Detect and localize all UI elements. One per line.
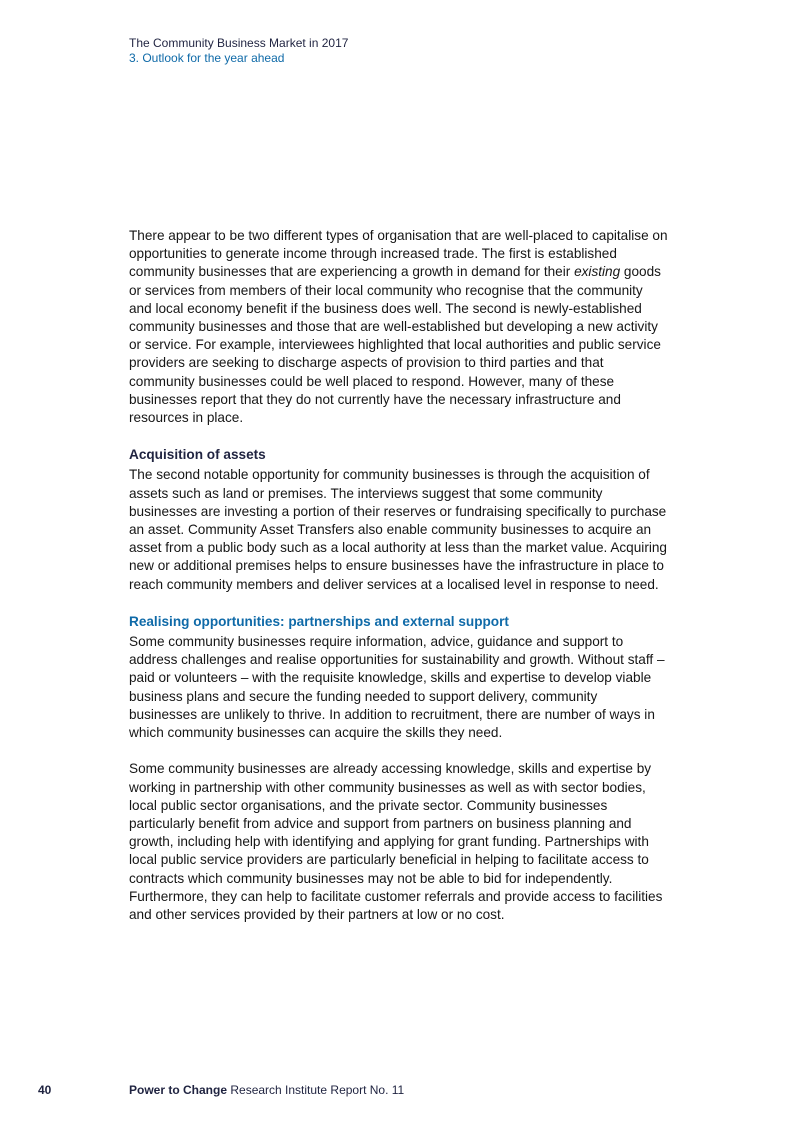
report-label: Research Institute Report No. 11 bbox=[227, 1083, 405, 1097]
section-heading-acquisition: Acquisition of assets bbox=[129, 447, 266, 463]
section-heading-realising-opportunities: Realising opportunities: partnerships and external support bbox=[129, 613, 509, 629]
report-name bbox=[129, 1082, 404, 1098]
main-content bbox=[129, 227, 669, 924]
page-number: 40 bbox=[38, 1083, 52, 1097]
intro-emphasis: existing bbox=[574, 264, 621, 280]
document-title: The Community Business Market in 2017 bbox=[129, 36, 349, 50]
section-realising-opportunities bbox=[129, 613, 669, 924]
paragraph: The second notable opportunity for community businesses is through the acquisition of assets such as land or premises. The interviews suggest that some community businesses are investing a portion of their reserves or fundraising specifically to purchase an asset. Community Asset Transfers also enable community businesses to acquire an asset from a public body such as a local authority at less than the market value. Acquiring new or additional premises helps to ensure businesses have the infrastructure in place to reach community members and deliver services at a localised level in response to need. bbox=[129, 467, 667, 592]
brand-name: Power to Change bbox=[129, 1083, 228, 1097]
intro-text-start: There appear to be two different types of organisation that are well-placed to capitalise on opportunities to generate income through increased trade. The first is established community businesses that are experiencing a growth in demand for their bbox=[129, 228, 668, 280]
intro-paragraph bbox=[129, 227, 669, 427]
running-header bbox=[129, 36, 348, 66]
intro-text-end: goods or services from members of their local community who recognise that the community and local economy benefit if the business does well. The second is newly-established community businesses and those that are well-established but developing a new activity or service. For example, interviewees highlighted that local authorities and public service providers are seeking to discharge aspects of provision to third parties and that community businesses could be well placed to respond. However, many of these businesses report that they do not currently have the necessary infrastructure and resources in place. bbox=[129, 264, 661, 426]
section-acquisition-of-assets bbox=[129, 446, 669, 594]
section-title: 3. Outlook for the year ahead bbox=[129, 51, 285, 65]
paragraph: Some community businesses are already accessing knowledge, skills and expertise by working in partnership with other community businesses as well as with sector bodies, local public sector organisations, and the private sector. Community businesses particularly benefit from advice and support from partners on business planning and growth, including help with identifying and applying for grant funding. Partnerships with local public service providers are particularly beneficial in helping to facilitate access to contracts which community businesses may not be able to bid for independently. Furthermore, they can help to facilitate customer referrals and provide access to facilities and other services provided by their partners at low or no cost. bbox=[129, 761, 663, 923]
paragraph: Some community businesses require information, advice, guidance and support to address challenges and realise opportunities for sustainability and growth. Without staff – paid or volunteers – with the requisite knowledge, skills and expertise to develop viable business plans and secure the funding needed to support delivery, community businesses are unlikely to thrive. In addition to recruitment, there are number of ways in which community businesses can acquire the skills they need. bbox=[129, 634, 665, 741]
